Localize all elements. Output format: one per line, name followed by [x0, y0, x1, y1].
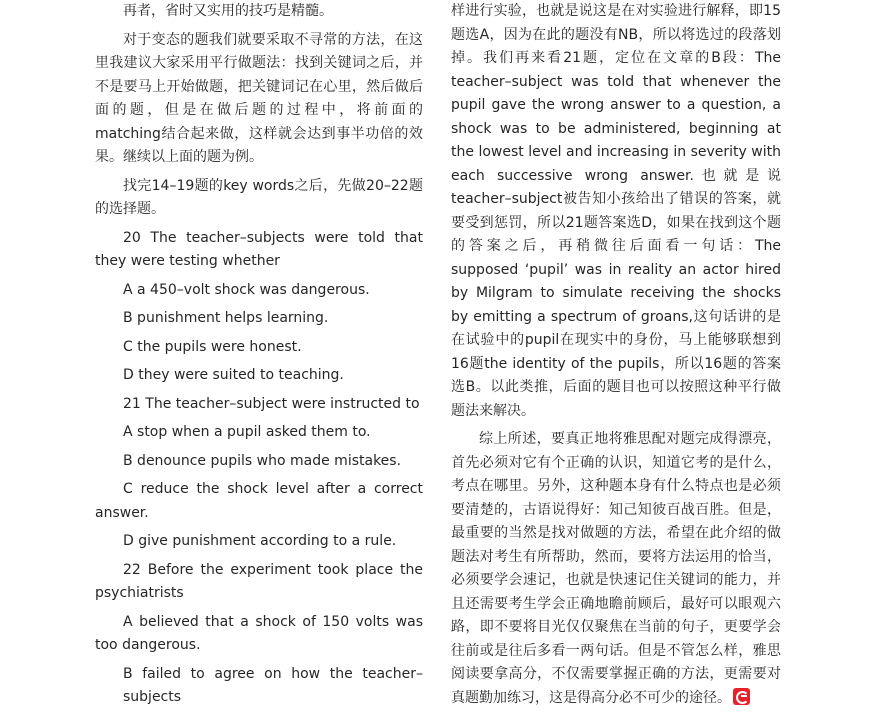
left-column-paragraph — [95, 336, 423, 360]
paragraph-text: C the pupils were honest. — [123, 338, 302, 355]
paragraph-text: C reduce the shock level after a correct answer. — [95, 481, 423, 521]
left-column-paragraph — [95, 663, 423, 710]
left-column-paragraph — [95, 478, 423, 525]
paragraph-text: 21 The teacher–subject were instructed to — [123, 395, 420, 412]
left-column-paragraph — [95, 421, 423, 445]
paragraph-text: A stop when a pupil asked them to. — [123, 424, 371, 440]
paragraph-text: B failed to agree on how the teacher–subjects — [123, 665, 423, 705]
left-column — [95, 0, 423, 710]
left-column-paragraph — [95, 175, 423, 222]
left-column-paragraph — [95, 29, 423, 170]
right-column-paragraph — [451, 428, 781, 710]
paragraph-text: 22 Before the experiment took place the psychiatrists — [95, 561, 423, 601]
paragraph-text: A believed that a shock of 150 volts was too dangerous. — [95, 613, 423, 653]
left-column-paragraph — [95, 227, 423, 274]
right-column — [451, 0, 781, 710]
paragraph-text: 对于变态的题我们就要采取不寻常的方法，在这里我建议大家采用平行做题法：找到关键词之后，并不是要马上开始做题，把关键词记在心里，然后做后面的题，但是在做后题的过程中，将前面的matching结合起来做，这样就会达到事半功倍的效果。继续以上面的题为例。 — [95, 31, 423, 165]
paragraph-text: 样进行实验，也就是说这是在对实验进行解释，即15题选A，因为在此的题没有NB，所以将选过的段落划掉。我们再来看21题，定位在文章的B段：The teacher–subject was told that whenever the pupil gave the wrong answer to a question, a shock was to be administered, beginning at the lowest level and increasing in severity with each successive wrong answer.也就是说teacher–subject被告知小孩给出了错误的答案，就要受到惩罚，所以21题答案选D，如果在找到这个题的答案之后，再稍微往后面看一句话：The supposed ‘pupil’ was in reality an actor hired by Milgram to simulate receiving the shocks by emitting a spectrum of groans,这句话讲的是在试验中的pupil在现实中的身份，马上能够联想到16题the identity of the pupils，所以16题的答案选B。以此类推，后面的题目也可以按照这种平行做题法来解决。 — [451, 3, 781, 419]
left-column-paragraph — [95, 0, 423, 24]
left-column-paragraph — [95, 393, 423, 417]
paragraph-text: A a 450–volt shock was dangerous. — [123, 281, 370, 298]
right-column-paragraph — [451, 0, 781, 423]
left-column-paragraph — [95, 530, 423, 554]
left-column-paragraph — [95, 450, 423, 474]
paragraph-text: 找完14–19题的key words之后，先做20–22题的选择题。 — [95, 177, 423, 217]
paragraph-text: B punishment helps learning. — [123, 310, 329, 326]
left-column-paragraph — [95, 364, 423, 388]
paragraph-text: 20 The teacher–subjects were told that they were testing whether — [95, 229, 423, 269]
paragraph-text: B denounce pupils who made mistakes. — [123, 452, 402, 469]
end-logo-icon — [733, 688, 750, 705]
paragraph-text: 综上所述，要真正地将雅思配对题完成得漂亮，首先必须对它有个正确的认识，知道它考的是什么，考点在哪里。另外，这种题本身有什么特点也是必须要清楚的，古语说得好：知己知彼百战百胜。但是，最重要的当然是找对做题的方法，希望在此介绍的做题法对考生有所帮助，然而，要将方法运用的恰当，必须要学会速记，也就是快速记住关键词的能力，并且还需要考生学会正确地瞻前顾后，最好可以眼观六路，即不要将目光仅仅聚焦在当前的句子，更要学会往前或是往后多看一两句话。但是不管怎么样，雅思阅读要拿高分，不仅需要掌握正确的方法，更需要对真题勤加练习，这是得高分必不可少的途径。 — [451, 431, 781, 706]
left-column-paragraph — [95, 279, 423, 303]
left-column-paragraph — [95, 559, 423, 606]
left-column-paragraph — [95, 307, 423, 331]
paragraph-text: 再者，省时又实用的技巧是精髓。 — [123, 3, 333, 19]
left-column-paragraph — [95, 611, 423, 658]
paragraph-text: D they were suited to teaching. — [123, 367, 344, 383]
paragraph-text: D give punishment according to a rule. — [123, 533, 397, 549]
